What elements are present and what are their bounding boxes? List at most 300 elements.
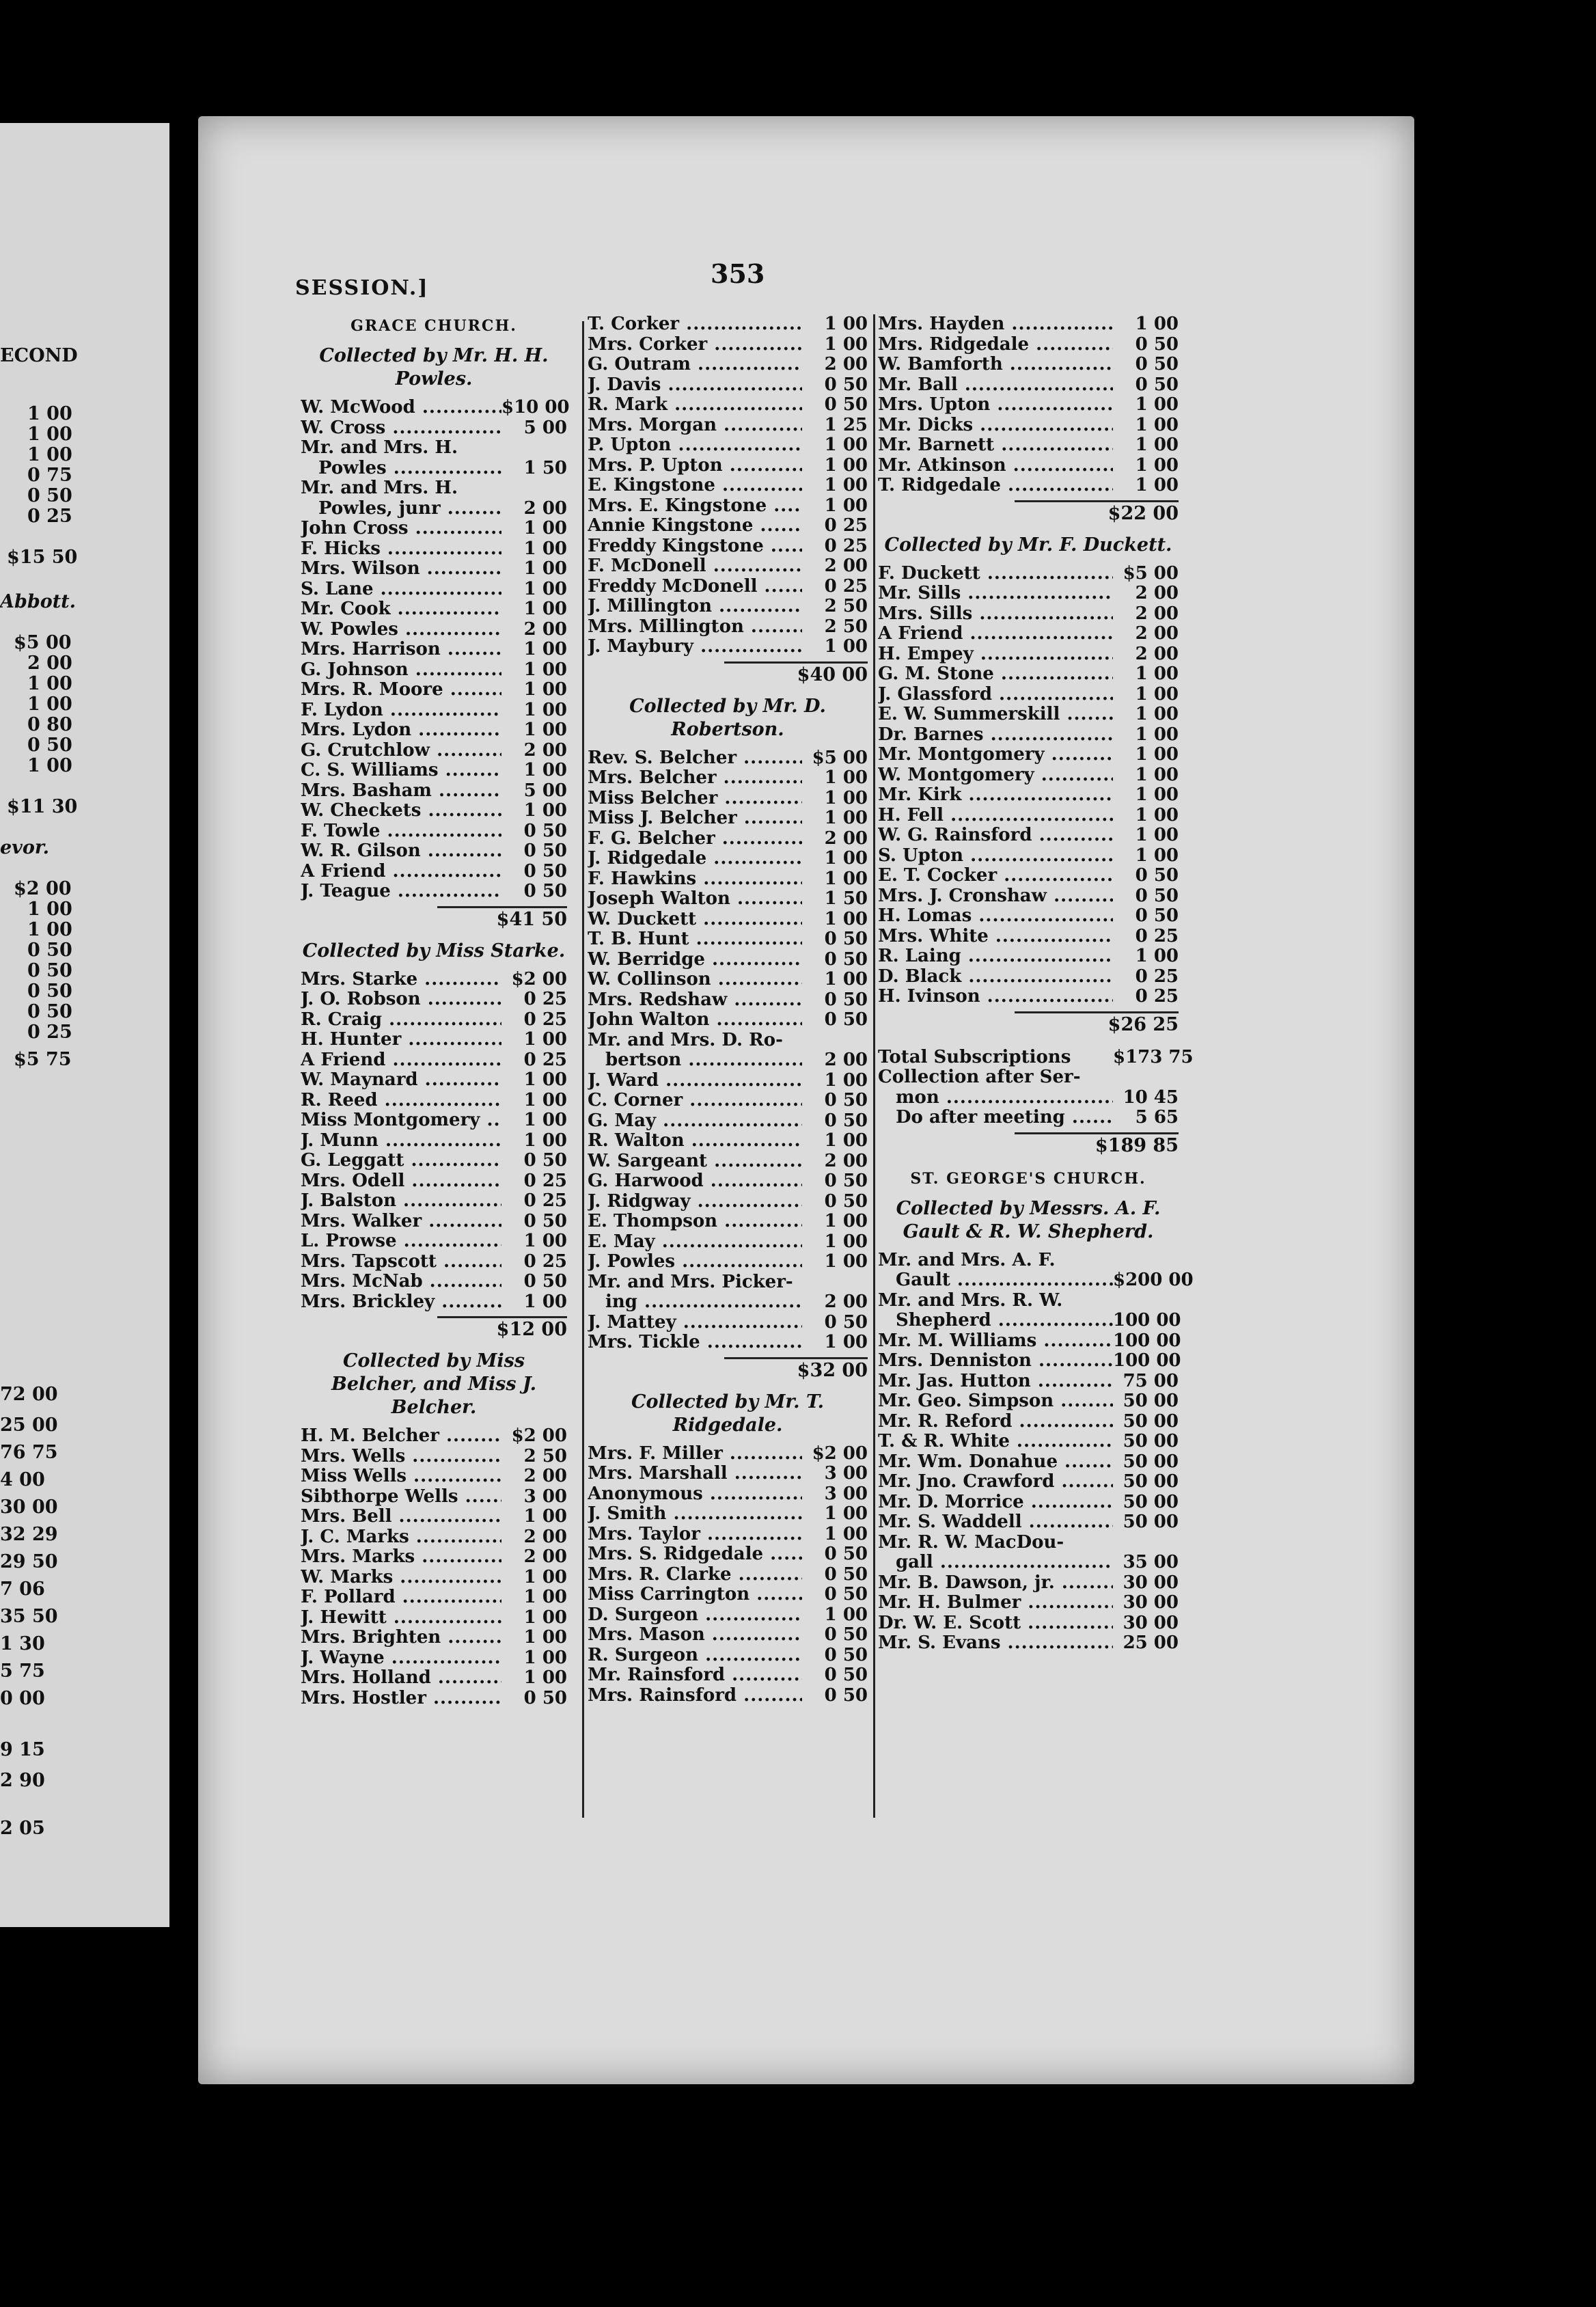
entry-name: mon ..... <box>896 1088 1113 1108</box>
entry-name: Mrs. R. Moore ..... <box>301 680 501 700</box>
entry-name: Mrs. Hostler ..... <box>301 1689 501 1709</box>
entry-row <box>301 397 570 418</box>
entry-name: W. Berridge ..... <box>588 950 802 970</box>
entry-row <box>301 579 567 600</box>
entry-name: G. Johnson ..... <box>301 660 501 681</box>
entry-amount: 0 50 <box>523 1687 567 1708</box>
entry-name: F. Lydon ..... <box>301 700 501 721</box>
session-header: SESSION.] <box>295 276 429 300</box>
entry-row <box>878 745 1179 765</box>
entry-row <box>588 768 868 789</box>
entry-name: Mr. Atkinson ..... <box>878 456 1113 476</box>
entry-list <box>588 748 868 1353</box>
entry-row <box>301 862 567 882</box>
entry-amount: 0 50 <box>1135 354 1179 374</box>
entry-amount: 2 50 <box>523 1445 567 1466</box>
entry-row <box>878 415 1179 436</box>
entry-amount: 0 50 <box>824 1311 868 1333</box>
entry-name: J. C. Marks ..... <box>301 1527 501 1548</box>
entry-name: Mrs. Brighten ..... <box>301 1628 501 1648</box>
entry-amount: 1 00 <box>523 1089 567 1110</box>
left-page-line: 29 50 <box>0 1551 58 1572</box>
entry-row <box>878 1270 1194 1291</box>
entry-amount: 1 00 <box>824 1604 868 1625</box>
entry-name: Mr. Jno. Crawford ..... <box>878 1472 1113 1492</box>
entry-row <box>301 1272 567 1292</box>
entry-name: E. May ..... <box>588 1232 802 1253</box>
entry-row <box>588 929 868 950</box>
entry-amount: 1 00 <box>1135 435 1179 455</box>
entry-amount: 1 00 <box>1135 454 1179 476</box>
left-page-line: 2 05 <box>0 1818 45 1839</box>
entry-row <box>301 1668 567 1689</box>
entry-name: Mrs. Lydon ..... <box>301 720 501 741</box>
entry-amount: 1 00 <box>824 475 868 495</box>
entry-name: W. McWood ..... <box>301 398 501 418</box>
entry-amount: 1 50 <box>824 888 868 909</box>
entry-amount: 35 00 <box>1123 1552 1179 1572</box>
entry-name: Mrs. Marshall ..... <box>588 1464 802 1484</box>
entry-row <box>588 849 868 869</box>
entry-amount: 50 00 <box>1123 1451 1179 1472</box>
entry-row <box>588 355 868 375</box>
entry-row <box>878 476 1179 496</box>
entry-row <box>878 705 1179 725</box>
entry-amount: 2 00 <box>523 1546 567 1567</box>
entry-amount: 0 25 <box>1135 966 1179 987</box>
entry-amount: 1 00 <box>523 1627 567 1648</box>
entry-amount <box>501 438 567 459</box>
entry-row <box>588 1010 868 1030</box>
entry-row <box>878 1108 1179 1128</box>
entry-row <box>588 1091 868 1111</box>
left-page-line: $11 30 <box>7 796 78 817</box>
left-page-line: $2 00 <box>14 878 72 899</box>
entry-row <box>301 1110 567 1131</box>
entry-name: Mrs. McNab ..... <box>301 1272 501 1292</box>
left-page-line: 1 30 <box>0 1633 45 1654</box>
entry-list <box>588 1444 868 1706</box>
entry-amount: 1 00 <box>523 558 567 579</box>
entry-row <box>301 1587 567 1608</box>
entry-amount: 1 00 <box>523 720 567 740</box>
entry-name: Mrs. Morgan ..... <box>588 415 802 436</box>
entry-amount: 1 50 <box>523 457 567 478</box>
entry-row <box>588 516 868 536</box>
entry-row <box>301 761 567 781</box>
entry-row <box>878 1067 1179 1088</box>
entry-row <box>588 597 868 617</box>
entry-name: Mr. and Mrs. R. W. <box>878 1290 1063 1311</box>
entry-row <box>878 1251 1179 1271</box>
entry-amount: 0 50 <box>523 1150 567 1171</box>
entry-name: P. Upton ..... <box>588 435 802 456</box>
entry-name: Mrs. Wilson ..... <box>301 559 501 579</box>
entry-name: Annie Kingstone ..... <box>588 516 802 536</box>
collector-heading: Collected by Mr. D. Robertson. <box>629 695 826 740</box>
entry-name: W. Sargeant ..... <box>588 1151 802 1172</box>
entry-amount: 1 00 <box>824 787 868 808</box>
entry-row <box>588 556 868 577</box>
entry-name: J. Powles ..... <box>588 1252 802 1272</box>
entry-row <box>301 970 567 990</box>
entry-amount: 50 00 <box>1123 1431 1179 1451</box>
entry-name: Mr. Dicks ..... <box>878 415 1113 436</box>
left-page-line: 72 00 <box>0 1384 58 1405</box>
entry-name: ing ..... <box>605 1292 802 1313</box>
entry-row <box>878 1331 1179 1352</box>
entry-amount: 2 00 <box>824 1292 868 1312</box>
entry-name: Mrs. Starke ..... <box>301 970 501 990</box>
church-heading: GRACE CHURCH. <box>350 317 517 335</box>
left-page-line: 4 00 <box>0 1469 45 1490</box>
left-page-line: 1 00 <box>27 424 72 445</box>
entry-amount: 0 50 <box>523 1271 567 1292</box>
entry-row <box>301 1648 567 1669</box>
entry-row <box>878 1088 1179 1108</box>
entry-name: Mrs. P. Upton ..... <box>588 456 802 476</box>
entry-amount: 2 00 <box>824 1050 868 1070</box>
entry-amount <box>1113 1533 1179 1553</box>
entry-amount: 0 25 <box>523 1049 567 1070</box>
entry-amount: 1 00 <box>523 599 567 619</box>
entry-name: W. G. Rainsford ..... <box>878 825 1113 846</box>
entry-amount: $200 00 <box>1113 1270 1194 1290</box>
entry-row <box>878 967 1179 987</box>
entry-row <box>588 1565 868 1585</box>
entry-amount: 1 00 <box>824 1231 868 1252</box>
entry-name: Mr. R. Reford ..... <box>878 1412 1113 1432</box>
entry-name: W. Maynard ..... <box>301 1070 501 1091</box>
entry-name: J. Davis ..... <box>588 375 802 396</box>
entry-row <box>301 1447 567 1467</box>
entry-name: Miss J. Belcher ..... <box>588 808 802 829</box>
entry-row <box>588 1585 868 1605</box>
entry-amount: 2 00 <box>1135 623 1179 644</box>
entry-name: H. Lomas ..... <box>878 906 1113 927</box>
entry-name: Mrs. Corker ..... <box>588 335 802 355</box>
entry-row <box>588 1625 868 1646</box>
entry-name: Do after meeting ..... <box>896 1108 1113 1128</box>
entry-amount: 5 65 <box>1135 1107 1179 1128</box>
entry-name: Miss Carrington ..... <box>588 1585 802 1605</box>
entry-row <box>301 1628 567 1648</box>
entry-name: G. Harwood ..... <box>588 1171 802 1192</box>
entry-row <box>588 789 868 809</box>
entry-name: Mrs. Wells ..... <box>301 1447 501 1467</box>
entry-amount: 0 25 <box>523 989 567 1009</box>
entry-amount: 1 00 <box>824 1503 868 1524</box>
entry-amount: 1 00 <box>1135 683 1179 705</box>
entry-amount: 1 00 <box>523 1029 567 1050</box>
entry-amount: 2 00 <box>824 354 868 374</box>
left-page-line: 35 50 <box>0 1606 58 1627</box>
entry-amount: 1 00 <box>1135 664 1179 684</box>
entry-list <box>878 314 1179 496</box>
entry-name: J. Maybury ..... <box>588 637 802 657</box>
entry-row <box>301 418 567 439</box>
entry-row <box>301 821 567 842</box>
entry-row <box>588 1192 868 1212</box>
entry-name: Mrs. Odell ..... <box>301 1171 501 1192</box>
entry-row <box>878 927 1179 947</box>
entry-row <box>878 664 1179 685</box>
entry-amount: 1 00 <box>824 969 868 989</box>
entry-row <box>301 1466 567 1487</box>
column-rule <box>873 314 875 1818</box>
entry-amount: 1 25 <box>824 414 868 435</box>
entry-name: S. Upton ..... <box>878 846 1113 866</box>
entry-row <box>588 970 868 990</box>
entry-amount: 0 25 <box>523 1009 567 1030</box>
entry-row <box>301 620 567 640</box>
entry-row <box>878 395 1179 415</box>
entry-row <box>588 1252 868 1272</box>
entry-list <box>878 1250 1194 1654</box>
entry-name: F. Duckett ..... <box>878 564 1113 584</box>
entry-name: D. Black ..... <box>878 967 1113 987</box>
left-page-line: 1 00 <box>27 673 72 694</box>
entry-amount: 1 00 <box>824 1332 868 1352</box>
entry-amount: 2 00 <box>1135 583 1179 603</box>
entry-amount: 100 00 <box>1113 1330 1181 1351</box>
entry-amount: 0 50 <box>824 1544 868 1564</box>
entry-name: Sibthorpe Wells ..... <box>301 1487 501 1507</box>
entry-name: G. M. Stone ..... <box>878 664 1113 685</box>
entry-amount: 2 50 <box>824 596 868 616</box>
entry-name: Mrs. Brickley ..... <box>301 1292 501 1313</box>
entry-amount: 1 00 <box>824 1130 868 1151</box>
entry-row <box>588 808 868 829</box>
entry-amount: 1 00 <box>523 1110 567 1130</box>
entry-name: W. R. Gilson ..... <box>301 841 501 862</box>
entry-name: Miss Montgomery ..... <box>301 1110 501 1131</box>
entry-amount: 1 00 <box>824 314 868 334</box>
entry-name: Mrs. Hayden ..... <box>878 314 1113 335</box>
entry-row <box>588 637 868 657</box>
entry-amount: 0 50 <box>824 1684 868 1706</box>
collector-heading: Collected by Mr. H. H. Powles. <box>319 345 549 390</box>
entry-name: Mrs. Taylor ..... <box>588 1525 802 1545</box>
left-page-line: ECOND <box>0 345 78 366</box>
entry-name: Mrs. S. Ridgedale ..... <box>588 1544 802 1565</box>
entry-row <box>588 456 868 476</box>
entry-amount: 1 00 <box>523 1069 567 1090</box>
entry-name: Mr. Sills ..... <box>878 584 1113 604</box>
left-page-line: 2 00 <box>27 653 72 674</box>
entry-row <box>878 584 1179 604</box>
entry-amount: 1 00 <box>824 1211 868 1231</box>
entry-row <box>588 1665 868 1686</box>
entry-amount: 0 25 <box>824 575 868 597</box>
entry-amount: $10 00 <box>501 397 570 418</box>
entry-row <box>588 1525 868 1545</box>
entry-name: D. Surgeon ..... <box>588 1605 802 1626</box>
entry-name: F. Hawkins ..... <box>588 869 802 890</box>
entry-amount: 1 00 <box>824 1251 868 1272</box>
entry-row <box>301 700 567 721</box>
collector-heading: Collected by Miss Belcher, and Miss J. Belcher. <box>331 1350 536 1418</box>
entry-amount: 30 00 <box>1123 1572 1179 1593</box>
entry-name: Mr. Geo. Simpson ..... <box>878 1391 1113 1412</box>
entry-name: F. Hicks ..... <box>301 539 501 560</box>
entry-row <box>878 765 1179 786</box>
entry-name: R. Craig ..... <box>301 1010 501 1030</box>
entry-name: Mrs. Rainsford ..... <box>588 1686 802 1706</box>
entry-row <box>301 720 567 741</box>
entry-name: Mrs. Upton ..... <box>878 395 1113 415</box>
entry-row <box>301 1171 567 1192</box>
entry-name: Mr. Kirk ..... <box>878 785 1113 806</box>
entry-row <box>301 1070 567 1091</box>
entry-name: G. Crutchlow ..... <box>301 741 501 761</box>
entry-amount: $173 75 <box>1113 1046 1194 1067</box>
left-page-line: 1 00 <box>27 899 72 920</box>
entry-name: Mrs. E. Kingstone ..... <box>588 496 802 517</box>
entry-amount: 0 50 <box>523 820 567 841</box>
entry-row <box>878 1311 1179 1331</box>
entry-row <box>878 1633 1179 1654</box>
left-page-line: evor. <box>0 837 50 858</box>
entry-list <box>301 1426 567 1708</box>
entry-name: Mrs. Walker ..... <box>301 1212 501 1232</box>
entry-name: H. Empey ..... <box>878 644 1113 665</box>
left-page-line: 0 25 <box>27 506 72 527</box>
entry-name: F. Pollard ..... <box>301 1587 501 1608</box>
entry-row <box>301 989 567 1010</box>
entry-amount: 1 00 <box>523 1231 567 1251</box>
entry-name: Shepherd ..... <box>896 1311 1113 1331</box>
entry-row <box>588 1071 868 1091</box>
entry-name: L. Prowse ..... <box>301 1231 501 1252</box>
entry-name: F. Towle ..... <box>301 821 501 842</box>
entry-row <box>588 1212 868 1232</box>
entry-name: J. Munn ..... <box>301 1131 501 1151</box>
entry-name: Gault ..... <box>896 1270 1113 1291</box>
entry-amount: 75 00 <box>1123 1370 1179 1391</box>
entry-name: E. Thompson ..... <box>588 1212 802 1232</box>
entry-name: bertson ..... <box>605 1050 802 1071</box>
entry-row <box>301 1091 567 1111</box>
entry-amount: 1 00 <box>824 767 868 788</box>
entry-row <box>588 617 868 638</box>
entry-name: Mr. Cook ..... <box>301 599 501 620</box>
entry-amount: 0 50 <box>824 929 868 949</box>
entry-amount: 0 50 <box>824 1110 868 1131</box>
entry-name: Miss Wells ..... <box>301 1466 501 1487</box>
entry-amount: 0 25 <box>824 515 868 536</box>
entry-name: R. Reed ..... <box>301 1091 501 1111</box>
entry-name: Mr. and Mrs. H. <box>301 438 458 458</box>
entry-name: Total Subscriptions <box>878 1047 1071 1067</box>
entry-row <box>588 869 868 890</box>
entry-name: Mrs. Belcher ..... <box>588 768 802 789</box>
entry-amount: 1 00 <box>523 760 567 780</box>
entry-amount: 5 00 <box>523 417 567 438</box>
entry-row <box>878 314 1179 335</box>
entry-amount: 1 00 <box>1135 764 1179 785</box>
entry-amount: 1 00 <box>523 578 567 599</box>
section-total: $22 00 <box>1015 500 1179 525</box>
entry-name: J. Millington ..... <box>588 597 802 617</box>
left-page-line: 1 00 <box>27 919 72 940</box>
entry-name: Mrs. Holland ..... <box>301 1668 501 1689</box>
entry-name: A Friend ..... <box>301 1050 501 1071</box>
entry-row <box>588 1544 868 1565</box>
entry-row <box>878 886 1179 907</box>
entry-row <box>878 456 1179 476</box>
entry-row <box>878 987 1179 1007</box>
entry-amount: 0 50 <box>523 881 567 901</box>
entry-row <box>588 375 868 396</box>
entry-row <box>588 1333 868 1353</box>
entry-name: W. Powles ..... <box>301 620 501 640</box>
entry-amount: 3 00 <box>824 1463 868 1484</box>
left-page-line: $5 75 <box>14 1049 72 1070</box>
entry-name: Collection after Ser- <box>878 1067 1081 1087</box>
entry-amount: 0 50 <box>824 394 868 415</box>
entry-name: Powles, junr ..... <box>318 499 501 519</box>
entry-row <box>878 564 1179 584</box>
entry-amount: 0 50 <box>824 1584 868 1605</box>
entry-name: Mrs. Basham ..... <box>301 781 501 802</box>
entry-row <box>301 1030 567 1050</box>
entry-name: Mrs. Tickle ..... <box>588 1333 802 1353</box>
entry-amount: 0 50 <box>824 1190 868 1212</box>
entry-amount: 1 00 <box>523 538 567 559</box>
entry-amount: 1 00 <box>824 636 868 657</box>
entry-name: R. Laing ..... <box>878 946 1113 967</box>
entry-row <box>301 680 567 700</box>
entry-row <box>301 1487 567 1507</box>
entry-amount: 1 00 <box>523 518 567 538</box>
entry-amount: 1 00 <box>523 1607 567 1628</box>
column-rule <box>582 321 584 1818</box>
entry-amount: 0 50 <box>824 948 868 970</box>
entry-amount: 1 00 <box>1135 946 1179 966</box>
entry-name: H. Fell ..... <box>878 806 1113 826</box>
entry-name: Mr. B. Dawson, jr. ..... <box>878 1573 1113 1594</box>
entry-amount: 1 00 <box>824 435 868 455</box>
entry-row <box>301 1212 567 1232</box>
entry-name: Mr. Montgomery ..... <box>878 745 1113 765</box>
entry-amount: 1 00 <box>1135 704 1179 724</box>
entry-amount: 1 00 <box>824 333 868 355</box>
entry-name: J. Ridgway ..... <box>588 1192 802 1212</box>
entry-name: Miss Belcher ..... <box>588 789 802 809</box>
left-page-line: 0 50 <box>27 1001 72 1022</box>
entry-name: Mr. Barnett ..... <box>878 435 1113 456</box>
entry-row <box>878 1593 1179 1613</box>
entry-amount <box>802 1030 868 1051</box>
entry-amount: 1 00 <box>824 868 868 889</box>
entry-name: Mr. R. W. MacDou- <box>878 1532 1064 1553</box>
entry-amount: 1 00 <box>1135 414 1179 435</box>
entry-row <box>588 1605 868 1626</box>
entry-row <box>588 1504 868 1525</box>
section-total: $40 00 <box>724 661 868 687</box>
entry-name: H. M. Belcher ..... <box>301 1426 501 1447</box>
entry-amount: 0 25 <box>1135 925 1179 946</box>
entry-name: J. Smith ..... <box>588 1504 802 1525</box>
entry-row <box>878 785 1179 806</box>
entry-row <box>878 806 1179 826</box>
church-heading: ST. GEORGE'S CHURCH. <box>910 1169 1146 1188</box>
entry-row <box>588 536 868 557</box>
entry-name: C. Corner ..... <box>588 1091 802 1111</box>
entry-amount: 1 00 <box>523 1130 567 1151</box>
entry-row <box>301 1252 567 1272</box>
